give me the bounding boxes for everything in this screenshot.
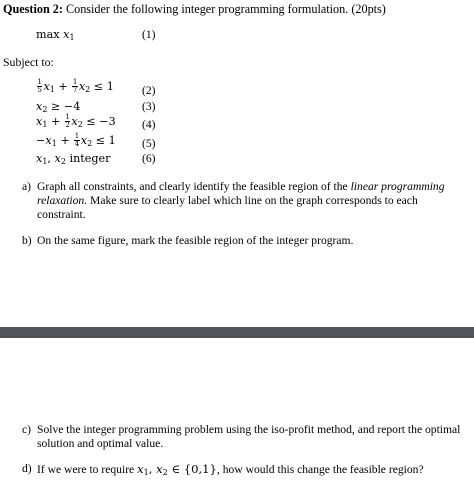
part-b — [22, 234, 462, 248]
equation-number-6: (6) — [142, 152, 156, 165]
question-title — [3, 2, 386, 17]
fraction: $\frac{1}{7}$ — [72, 78, 78, 94]
part-a — [22, 180, 462, 223]
fraction: $\frac{1}{2}$ — [65, 113, 70, 129]
objective-expression: $\max x_1$ — [36, 28, 75, 42]
fraction: $\frac{1}{5}$ — [37, 78, 42, 94]
question-text: Consider the following integer programming formulation. (20pts) — [62, 2, 386, 16]
constraint-6: $x_1$, $x_2$ integer — [36, 152, 111, 166]
part-c-text: Solve the integer programming problem using the iso-profit method, and report the optimal solution and optimal value. — [37, 423, 461, 451]
part-b-text: On the same figure, mark the feasible region of the integer program. — [37, 234, 354, 247]
part-c — [22, 423, 462, 451]
subject-to-label: Subject to: — [3, 55, 54, 69]
part-d-text: If we were to require $x_1$, $x_2$ ∈ {0,1}, how would this change the feasible region? — [37, 462, 424, 477]
part-a-label: a) — [22, 180, 32, 193]
equation-number-1: (1) — [142, 28, 156, 41]
equation-number-3: (3) — [142, 100, 156, 113]
equation-number-2: (2) — [142, 84, 156, 97]
objective-row — [36, 28, 75, 43]
constraint-3: $x_2 \ge -4$ — [36, 100, 81, 114]
constraint-2: $\frac{1}{5}$ $x_1$ + $\frac{1}{7}$ $x_2 \le 1$ — [37, 78, 114, 94]
equation-number-5: (5) — [142, 137, 156, 150]
part-c-label: c) — [22, 423, 32, 436]
constraint-4: $x_1$ + $\frac{1}{2}$ $x_2 \le -3$ — [36, 113, 116, 129]
equation-number-4: (4) — [142, 118, 156, 131]
part-d-label: d) — [22, 462, 32, 475]
question-label: Question 2: — [3, 2, 63, 16]
fraction: $\frac{1}{4}$ — [74, 132, 80, 148]
part-a-text: Graph all constraints, and clearly identify the feasible region of the linear programming relaxation. Make sure to clearly label which line on the graph corresponds to each constraint. — [37, 180, 445, 222]
page-divider — [0, 327, 474, 338]
part-b-label: b) — [22, 234, 32, 247]
constraint-5: $-x_1$ + $\frac{1}{4}$ $x_2 \le 1$ — [36, 132, 116, 148]
part-d — [22, 462, 462, 480]
